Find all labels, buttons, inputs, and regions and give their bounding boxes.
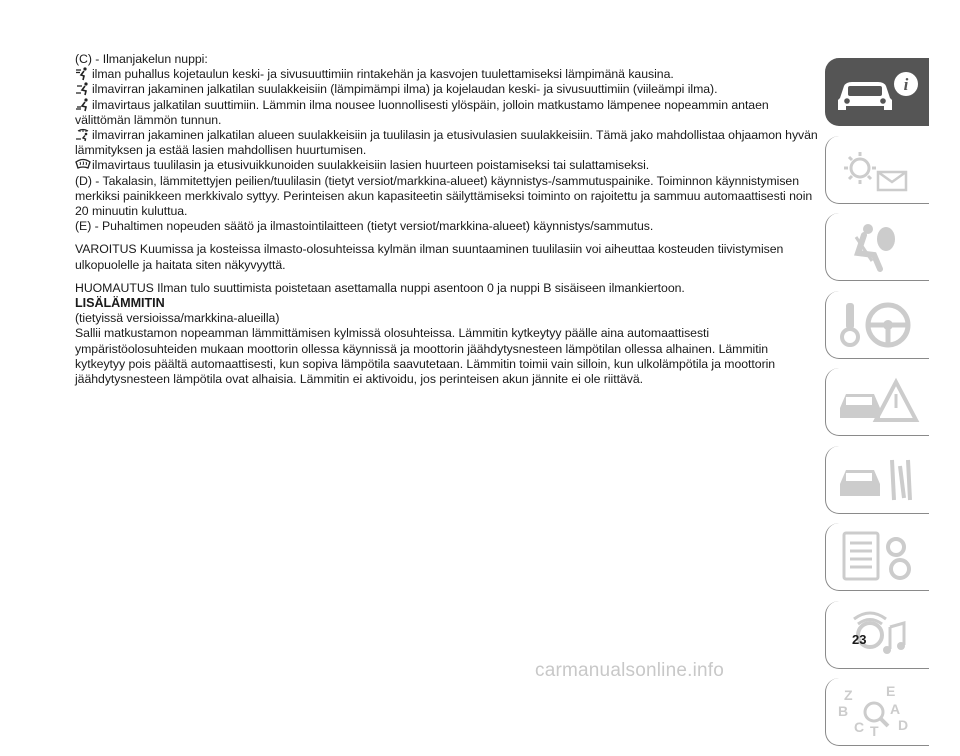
feet-vent-icon [75, 98, 91, 111]
button-d-description: (D) - Takalasin, lämmitettyjen peilien/tuulilasin (tietyt versiot/markkina-alueet) käynnistys-/sammutuspainike. Toiminnon käynnistymisen merkiksi painikkeen merkkivalo syttyy. Perinteisen akun kapasiteetin säilyttämiseksi toiminto on rajoitettu ja sammuu automaattisesti noin 20 minuutin kuluttua. [75, 173, 813, 219]
index-letters-icon [834, 682, 922, 740]
car-info-icon [834, 62, 922, 120]
tab-starting-driving[interactable] [825, 291, 929, 359]
seat-airbag-icon [834, 217, 922, 275]
section-heading: LISÄLÄMMITIN [75, 296, 165, 311]
index-letter-t: T [870, 723, 879, 739]
tab-warning-lights[interactable] [825, 136, 929, 204]
breakdown-triangle-icon [834, 372, 922, 430]
index-letter-e: E [886, 683, 896, 699]
section-subtitle: (tietyissä versioissa/markkina-alueilla) [75, 311, 280, 326]
svg-text:i: i [903, 75, 909, 94]
tab-knowing-your-car[interactable] [825, 58, 929, 126]
section-body: Sallii matkustamon nopeamman lämmittämisen kylmissä olosuhteissa. Lämmitin kytkeytyy päälle aina automaattisesti ympäristöolosuhteiden mukaan moottorin ollessa käynnissä ja moottorin jäähdytysnesteen lämpötilan ollessa alhainen. Lämmitin kytkeytyy pois päältä automaattisesti, kun sopiva lämpötila saavutetaan. Lämmitin toimii vain silloin, kun ulkolämpötila ja moottorin jäähdytysnesteen lämpötila ovat alhaisia. Lämmitin ei aktivoidu, jos perinteisen akun jännite ei ole riittävä. [75, 326, 776, 387]
note-text: HUOMAUTUS Ilman tulo suuttimista poistetaan asettamalla nuppi asentoon 0 ja nuppi B sisäiseen ilmankiertoon. [75, 280, 685, 295]
tab-index[interactable] [825, 678, 929, 746]
tab-emergency[interactable] [825, 368, 929, 436]
mode-defrost: ilmavirtaus tuulilasin ja etusivuikkunoiden suulakkeisiin lasien huurteen poistamiseksi tai sulattamiseksi. [75, 158, 821, 173]
tab-multimedia[interactable] [825, 601, 929, 669]
tab-maintenance[interactable] [825, 446, 929, 514]
warning-light-message-icon [834, 140, 922, 198]
index-letter-b: B [838, 703, 849, 719]
technical-data-icon [834, 527, 922, 585]
page-number: 23 [852, 632, 867, 647]
chapter-tabs [825, 58, 929, 756]
tab-technical-data[interactable] [825, 523, 929, 591]
tab-safety[interactable] [825, 213, 929, 281]
feet-defrost-vent-icon [75, 128, 91, 141]
index-letter-a: A [890, 701, 901, 717]
mode-feet: ilmavirtaus jalkatilan suuttimiin. Lämmin ilma nousee luonnollisesti ylöspäin, jolloin matkustamo lämpenee nopeammin antaen välittömän lämmön tunnun. [75, 97, 769, 127]
mode-face-feet: ilmavirran jakaminen jalkatilan suulakkeisiin (lämpimämpi ilma) ja kojelaudan keski- ja sivusuuttimiin (viileämpi ilma). [75, 82, 821, 97]
multimedia-icon [834, 605, 922, 663]
watermark: carmanualsonline.info [535, 660, 725, 681]
face-feet-vent-icon [75, 82, 91, 95]
knob-c-heading: (C) - Ilmanjakelun nuppi: [75, 52, 208, 66]
mode-face: ilman puhallus kojetaulun keski- ja sivusuuttimiin rintakehän ja kasvojen tuulettamiseksi lämpimänä kausina. [75, 67, 821, 82]
index-letter-d: D [898, 717, 909, 733]
mode-feet-defrost: ilmavirran jakaminen jalkatilan alueen suulakkeisiin ja tuulilasin ja etusivulasien suulakkeisiin. Tämä jako mahdollistaa ohjaamon hyvän lämmityksen ja estää lasien mahdollisen huurtumisen. [75, 128, 818, 158]
key-steering-wheel-icon [834, 295, 922, 353]
windshield-defrost-icon [75, 158, 91, 171]
car-service-icon [834, 450, 922, 508]
manual-text [75, 52, 821, 387]
index-letter-c: C [854, 719, 865, 735]
face-vent-icon [75, 67, 91, 80]
index-letter-z: Z [844, 687, 853, 703]
warning-text: VAROITUS Kuumissa ja kosteissa ilmasto-olosuhteissa kylmän ilman suuntaaminen tuulilasiin voi aiheuttaa kosteuden tiivistymisen ulkopuolelle ja haitata siten näkyvyyttä. [75, 242, 784, 272]
knob-e-description: (E) - Puhaltimen nopeuden säätö ja ilmastointilaitteen (tietyt versiot/markkina-alueet) käynnistys/sammutus. [75, 219, 654, 234]
